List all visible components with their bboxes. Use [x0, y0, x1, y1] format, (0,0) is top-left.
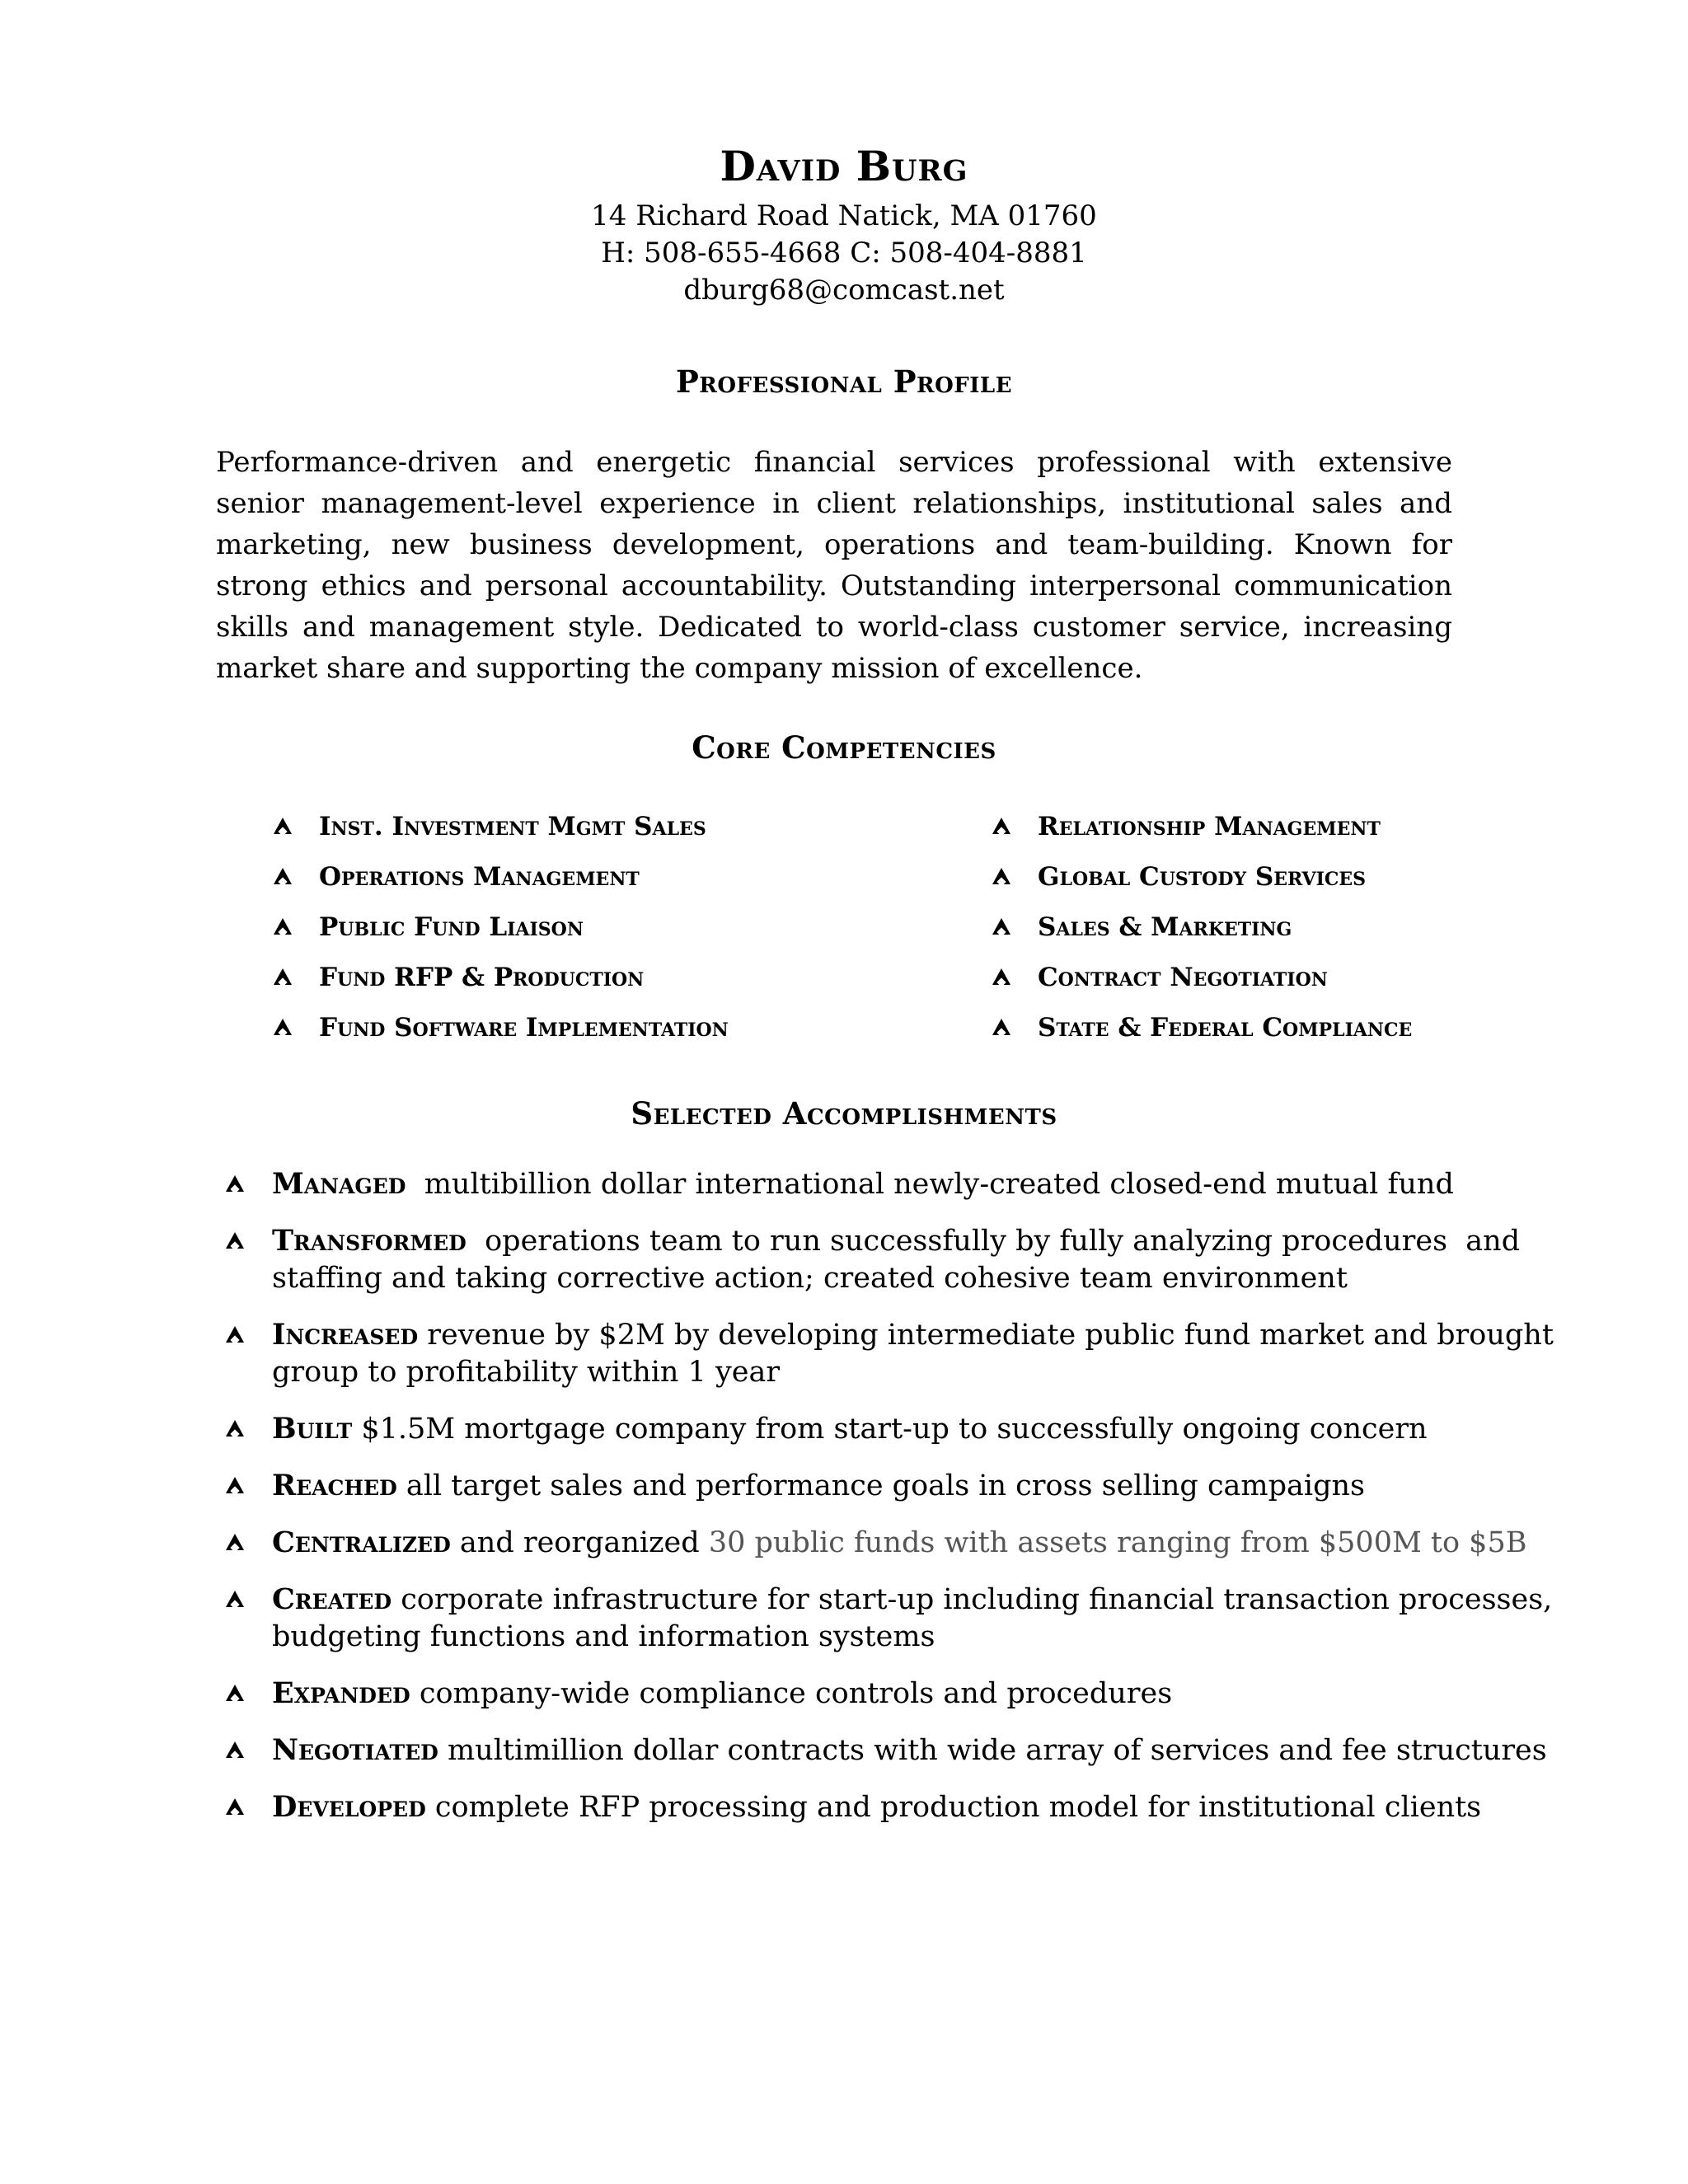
arrow-bullet-icon: [992, 918, 1010, 935]
arrow-bullet-icon: [226, 1420, 244, 1436]
accomplishments-heading: Selected Accomplishments: [631, 1095, 1057, 1132]
accomplishment-item: Increased revenue by $2M by developing intermediate public fund market and brought group to profitability within 1 year: [226, 1316, 1578, 1391]
arrow-bullet-icon: [274, 868, 292, 884]
competency-item: Inst. Investment Mgmt Sales: [274, 806, 729, 856]
competencies-right-column: [992, 806, 1412, 1057]
competency-item: Sales & Marketing: [992, 907, 1412, 957]
arrow-bullet-icon: [992, 1019, 1010, 1035]
accomplishment-item: Expanded company-wide compliance controls and procedures: [226, 1675, 1578, 1713]
competency-item: Public Fund Liaison: [274, 907, 729, 957]
competency-item: Contract Negotiation: [992, 957, 1412, 1007]
arrow-bullet-icon: [226, 1685, 244, 1701]
arrow-bullet-icon: [226, 1798, 244, 1815]
competency-item: State & Federal Compliance: [992, 1007, 1412, 1057]
arrow-bullet-icon: [992, 968, 1010, 985]
arrow-bullet-icon: [226, 1477, 244, 1493]
accomplishments-list: [226, 1165, 1578, 1845]
accomplishment-item: Developed complete RFP processing and production model for institutional clients: [226, 1788, 1578, 1826]
arrow-bullet-icon: [226, 1326, 244, 1343]
arrow-bullet-icon: [226, 1232, 244, 1249]
competencies-heading: Core Competencies: [692, 729, 996, 766]
competency-item: Global Custody Services: [992, 856, 1412, 907]
arrow-bullet-icon: [274, 818, 292, 834]
arrow-bullet-icon: [274, 918, 292, 935]
profile-text: Performance-driven and energetic financial services professional with extensive senior management-level experience in client relationships, institutional sales and marketing, new business development, operations and team-building. Known for strong ethics and personal accountability. Outstanding interpersonal communication skills and management style. Dedicated to world-class customer service, increasing market share and supporting the company mission of excellence.: [216, 446, 1452, 685]
email: dburg68@comcast.net: [683, 274, 1005, 307]
competency-item: Fund Software Implementation: [274, 1007, 729, 1057]
arrow-bullet-icon: [226, 1534, 244, 1550]
phone-numbers: H: 508-655-4668 C: 508-404-8881: [601, 237, 1087, 269]
competency-item: Fund RFP & Production: [274, 957, 729, 1007]
arrow-bullet-icon: [226, 1591, 244, 1607]
accomplishment-item: Centralized and reorganized 30 public funds with assets ranging from $500M to $5B: [226, 1524, 1578, 1562]
accomplishment-item: Transformed operations team to run successfully by fully analyzing procedures and staffing and taking corrective action; created cohesive team environment: [226, 1222, 1578, 1297]
profile-heading: Professional Profile: [675, 363, 1013, 400]
arrow-bullet-icon: [226, 1175, 244, 1192]
accomplishment-item: Reached all target sales and performance goals in cross selling campaigns: [226, 1467, 1578, 1505]
accomplishment-item: Built $1.5M mortgage company from start-up to successfully ongoing concern: [226, 1410, 1578, 1448]
arrow-bullet-icon: [226, 1741, 244, 1758]
competency-item: Operations Management: [274, 856, 729, 907]
arrow-bullet-icon: [274, 1019, 292, 1035]
arrow-bullet-icon: [992, 818, 1010, 834]
competency-item: Relationship Management: [992, 806, 1412, 856]
resume-header: [0, 142, 1688, 309]
accomplishment-item: Managed multibillion dollar international newly-created closed-end mutual fund: [226, 1165, 1578, 1203]
candidate-name: David Burg: [720, 142, 968, 190]
accomplishment-item: Negotiated multimillion dollar contracts with wide array of services and fee structures: [226, 1732, 1578, 1769]
competencies-left-column: [274, 806, 729, 1057]
arrow-bullet-icon: [992, 868, 1010, 884]
arrow-bullet-icon: [274, 968, 292, 985]
accomplishment-item: Created corporate infrastructure for start-up including financial transaction processes, budgeting functions and information systems: [226, 1581, 1578, 1656]
address: 14 Richard Road Natick, MA 01760: [591, 199, 1097, 232]
